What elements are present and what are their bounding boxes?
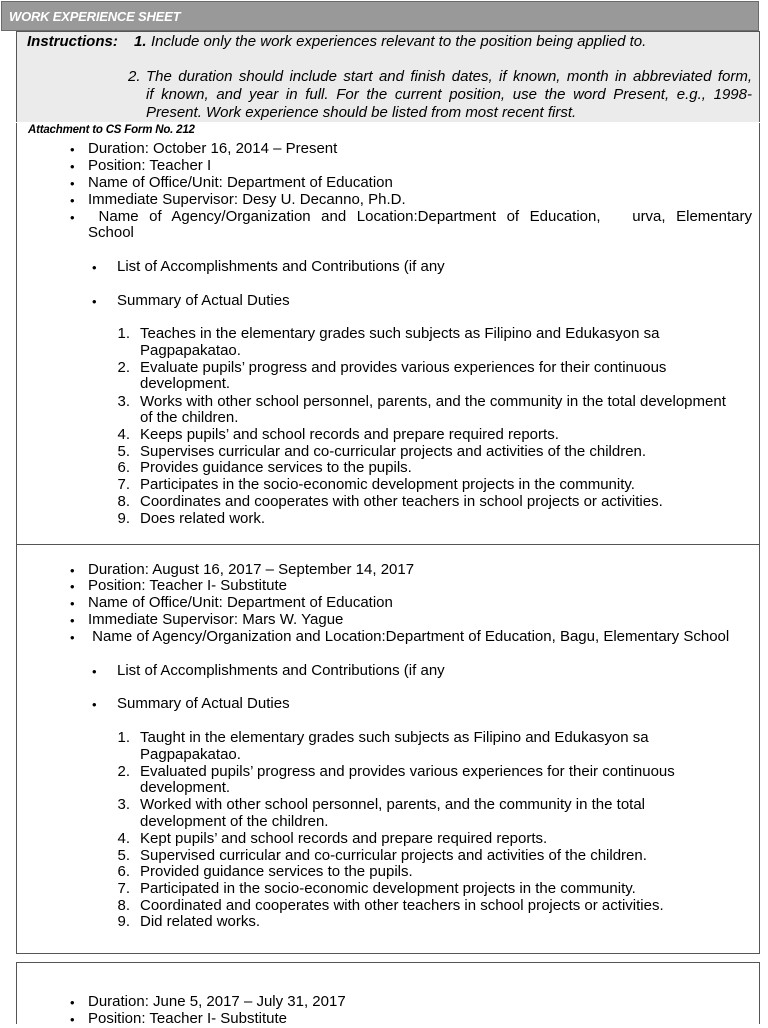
bullet: • xyxy=(70,176,75,191)
entry-divider xyxy=(16,953,760,954)
duty-number: 8. xyxy=(117,897,130,914)
bullet: • xyxy=(70,1012,75,1027)
duty-item-cont: development of the children. xyxy=(140,813,329,830)
position: Position: Teacher I xyxy=(88,157,212,174)
bullet: • xyxy=(70,193,75,208)
duty-item: Worked with other school personnel, parents, and the community in the total xyxy=(140,796,645,813)
duty-item: Coordinates and cooperates with other teachers in school projects or activities. xyxy=(140,493,663,510)
bullet: • xyxy=(92,294,97,309)
instruction-1-number: 1. xyxy=(134,33,147,50)
duration: Duration: October 16, 2014 – Present xyxy=(88,140,338,157)
duties-heading: Summary of Actual Duties xyxy=(117,695,290,712)
duty-item: Does related work. xyxy=(140,510,266,527)
duration: Duration: June 5, 2017 – July 31, 2017 xyxy=(88,993,346,1010)
bullet: • xyxy=(92,664,97,679)
bullet: • xyxy=(70,596,75,611)
accomplishments-heading: List of Accomplishments and Contributions (if any xyxy=(117,258,445,275)
duty-item: Supervised curricular and co-curricular projects and activities of the children. xyxy=(140,847,647,864)
duty-item-cont: Pagpapakatao. xyxy=(140,342,241,359)
duty-number: 4. xyxy=(117,830,130,847)
accomplishments-heading: List of Accomplishments and Contributions (if any xyxy=(117,662,445,679)
instructions-label: Instructions: xyxy=(27,33,118,50)
duty-number: 9. xyxy=(117,913,130,930)
duty-item: Participated in the socio-economic development projects in the community. xyxy=(140,880,636,897)
bullet: • xyxy=(70,142,75,157)
bullet: • xyxy=(70,159,75,174)
duty-item-cont: development. xyxy=(140,779,231,796)
position: Position: Teacher I- Substitute xyxy=(88,1010,287,1027)
duty-item: Keeps pupils’ and school records and prepare required reports. xyxy=(140,426,559,443)
bullet: • xyxy=(70,613,75,628)
duty-number: 6. xyxy=(117,863,130,880)
duty-item: Provided guidance services to the pupils. xyxy=(140,863,413,880)
bullet: • xyxy=(92,697,97,712)
duty-item-cont: of the children. xyxy=(140,409,239,426)
duty-number: 2. xyxy=(117,763,130,780)
duty-number: 8. xyxy=(117,493,130,510)
instruction-2-line-1: The duration should include start and finish dates, if known, month in abbreviated form, xyxy=(146,68,752,85)
duty-number: 4. xyxy=(117,426,130,443)
sheet-title: WORK EXPERIENCE SHEET xyxy=(9,9,181,24)
duty-item: Taught in the elementary grades such subjects as Filipino and Edukasyon sa xyxy=(140,729,649,746)
duty-number: 5. xyxy=(117,847,130,864)
agency-location-cont: School xyxy=(88,224,134,241)
duty-item: Provides guidance services to the pupils. xyxy=(140,459,412,476)
duty-number: 1. xyxy=(117,729,130,746)
immediate-supervisor: Immediate Supervisor: Desy U. Decanno, Ph.D. xyxy=(88,191,406,208)
attachment-label: Attachment to CS Form No. 212 xyxy=(28,124,195,136)
duty-item: Works with other school personnel, parents, and the community in the total development xyxy=(140,393,726,410)
duty-number: 3. xyxy=(117,393,130,410)
duty-item: Participates in the socio-economic development projects in the community. xyxy=(140,476,635,493)
instruction-2-line-2: if known, and year in full. For the current position, use the word Present, e.g., 1998- xyxy=(146,86,752,103)
duty-item: Teaches in the elementary grades such subjects as Filipino and Edukasyon sa xyxy=(140,325,660,342)
duty-item: Supervises curricular and co-curricular projects and activities of the children. xyxy=(140,443,647,460)
duty-number: 7. xyxy=(117,880,130,897)
bullet: • xyxy=(70,579,75,594)
duty-number: 6. xyxy=(117,459,130,476)
duty-number: 5. xyxy=(117,443,130,460)
bullet: • xyxy=(70,210,75,225)
duty-number: 3. xyxy=(117,796,130,813)
instruction-2-number: 2. xyxy=(128,68,141,85)
agency-location: Name of Agency/Organization and Location:Department of Education, urva, Elementary xyxy=(88,208,752,225)
sheet-header xyxy=(1,1,759,31)
immediate-supervisor: Immediate Supervisor: Mars W. Yague xyxy=(88,611,344,628)
bullet: • xyxy=(70,630,75,645)
duty-item: Kept pupils’ and school records and prepare required reports. xyxy=(140,830,548,847)
duty-number: 2. xyxy=(117,359,130,376)
duty-item-cont: Pagpapakatao. xyxy=(140,746,241,763)
agency-location: Name of Agency/Organization and Location:Department of Education, Bagu, Elementary School xyxy=(88,628,730,645)
position: Position: Teacher I- Substitute xyxy=(88,577,287,594)
office-unit: Name of Office/Unit: Department of Education xyxy=(88,594,393,611)
bullet: • xyxy=(70,563,75,578)
duty-number: 1. xyxy=(117,325,130,342)
bullet: • xyxy=(70,995,75,1010)
instruction-1-text: Include only the work experiences relevant to the position being applied to. xyxy=(151,33,647,50)
duty-item: Coordinated and cooperates with other teachers in school projects or activities. xyxy=(140,897,664,914)
duties-heading: Summary of Actual Duties xyxy=(117,292,290,309)
duty-item: Did related works. xyxy=(140,913,261,930)
duty-number: 9. xyxy=(117,510,130,527)
duty-number: 7. xyxy=(117,476,130,493)
instruction-2-line-3: Present. Work experience should be listed from most recent first. xyxy=(146,104,577,121)
duty-item: Evaluated pupils’ progress and provides various experiences for their continuous xyxy=(140,763,675,780)
duration: Duration: August 16, 2017 – September 14, 2017 xyxy=(88,561,415,578)
office-unit: Name of Office/Unit: Department of Education xyxy=(88,174,393,191)
instructions-box xyxy=(16,31,760,122)
duty-item-cont: development. xyxy=(140,375,231,392)
bullet: • xyxy=(92,260,97,275)
duty-item: Evaluate pupils’ progress and provides various experiences for their continuous xyxy=(140,359,667,376)
